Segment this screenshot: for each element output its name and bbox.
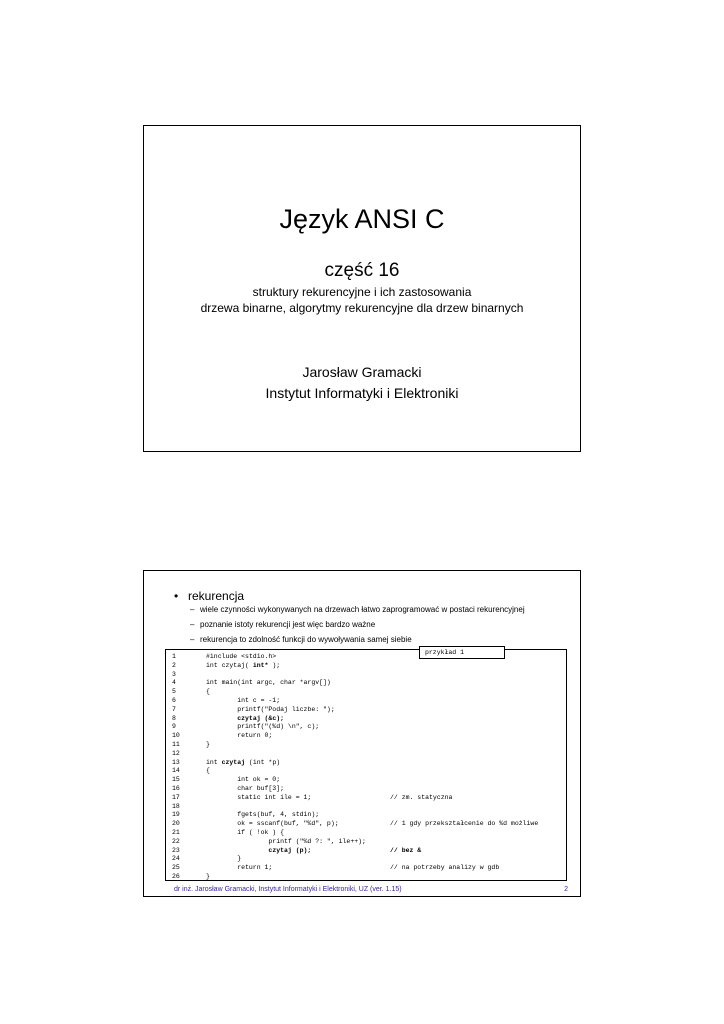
code-segment: ok = sscanf(buf, "%d", p); — [206, 820, 339, 828]
code-text — [206, 846, 311, 855]
line-number: 12 — [172, 749, 180, 757]
code-line — [166, 872, 566, 881]
code-text — [206, 722, 319, 731]
code-line — [166, 775, 566, 784]
bullet-item — [174, 589, 244, 603]
code-line — [166, 687, 566, 696]
code-text — [206, 819, 339, 828]
slide-footer: dr inż. Jarosław Gramacki, Instytut Informatyki i Elektroniki, UZ (ver. 1.15) — [174, 886, 402, 893]
code-line — [166, 854, 566, 863]
sub-item — [190, 620, 375, 629]
code-segment: printf("Podaj liczbe: "); — [206, 705, 335, 713]
code-segment: int c = -1; — [206, 697, 281, 704]
code-bold-segment: czytaj (p); — [268, 846, 312, 854]
code-line — [166, 784, 566, 793]
line-number: 24 — [172, 855, 180, 863]
code-segment: return 0; — [206, 732, 273, 740]
sub-item-text: poznanie istoty rekurencji jest więc bardzo ważne — [200, 620, 376, 629]
code-text — [206, 678, 331, 687]
line-number: 14 — [172, 767, 180, 775]
bullet-dot: • — [174, 589, 179, 603]
bullet-text: rekurencja — [188, 589, 245, 603]
slide-subtitle-2: drzewa binarne, algorytmy rekurencyjne dla drzew binarnych — [200, 301, 524, 315]
line-number: 21 — [172, 829, 180, 836]
code-text — [206, 828, 284, 837]
code-line — [166, 819, 566, 828]
code-line — [166, 696, 566, 705]
code-text — [206, 652, 276, 661]
line-number: 3 — [172, 670, 176, 678]
slide-institute: Instytut Informatyki i Elektroniki — [265, 385, 459, 401]
code-segment: { — [206, 688, 210, 696]
code-segment: int main(int argc, char *argv[]) — [206, 679, 331, 687]
code-line — [166, 722, 566, 731]
code-segment: } — [206, 741, 210, 748]
line-number: 6 — [172, 697, 176, 704]
line-number: 25 — [172, 864, 180, 872]
line-number: 4 — [172, 679, 176, 687]
code-text — [206, 661, 280, 670]
code-text — [206, 766, 210, 775]
line-number: 15 — [172, 776, 180, 784]
line-number: 17 — [172, 793, 180, 801]
code-segment: return 1; — [206, 864, 273, 872]
line-number: 8 — [172, 714, 176, 722]
code-text — [206, 758, 280, 767]
sub-item — [190, 635, 412, 644]
code-line — [166, 793, 566, 802]
code-text — [206, 863, 272, 872]
code-line — [166, 837, 566, 846]
dash-mark: – — [190, 620, 195, 629]
code-segment: int czytaj( — [206, 661, 253, 669]
line-number: 13 — [172, 758, 180, 766]
code-listing — [165, 649, 567, 881]
code-text — [206, 837, 366, 846]
line-number: 23 — [172, 846, 180, 854]
code-line — [166, 714, 566, 723]
code-line — [166, 846, 566, 855]
code-text — [206, 687, 210, 696]
code-line — [166, 731, 566, 740]
code-segment — [206, 715, 237, 722]
sub-item-text: rekurencja to zdolność funkcji do wywoływania samej siebie — [200, 635, 412, 644]
code-comment: // bez & — [390, 846, 422, 854]
code-segment: { — [206, 767, 210, 775]
line-number: 18 — [172, 802, 180, 810]
code-line — [166, 828, 566, 837]
code-bold-segment: czytaj — [221, 758, 246, 766]
line-number: 2 — [172, 661, 176, 669]
code-text — [206, 872, 210, 881]
code-segment — [206, 847, 268, 854]
slide-subtitle-1: struktury rekurencyjne i ich zastosowania — [252, 285, 472, 299]
line-number: 5 — [172, 688, 176, 696]
code-line — [166, 652, 566, 661]
code-line — [166, 740, 566, 749]
code-segment: int ok = 0; — [206, 776, 281, 784]
code-comment: // na potrzeby analizy w gdb — [390, 864, 500, 872]
line-number: 20 — [172, 820, 180, 828]
sub-item — [190, 605, 525, 614]
code-text — [206, 714, 284, 723]
code-line — [166, 678, 566, 687]
code-line — [166, 705, 566, 714]
dash-mark: – — [190, 635, 195, 644]
line-number: 16 — [172, 785, 180, 792]
line-number: 11 — [172, 741, 180, 748]
code-line — [166, 766, 566, 775]
content-slide — [143, 570, 581, 897]
line-number: 7 — [172, 705, 176, 713]
line-number: 22 — [172, 837, 180, 845]
code-line — [166, 863, 566, 872]
line-number: 26 — [172, 873, 180, 880]
code-segment: } — [206, 873, 210, 880]
code-text — [206, 731, 272, 740]
code-text — [206, 740, 210, 749]
code-line — [166, 802, 566, 811]
code-segment: printf("(%d) \n", c); — [206, 723, 320, 731]
slide-author: Jarosław Gramacki — [302, 364, 422, 380]
code-text — [206, 705, 335, 714]
code-line — [166, 670, 566, 679]
code-text — [206, 810, 319, 819]
code-segment: int — [206, 758, 222, 766]
slide-part: część 16 — [324, 260, 400, 281]
code-text — [206, 784, 284, 793]
code-segment: static int ile = 1; — [206, 793, 312, 801]
code-bold-segment: int* — [252, 661, 269, 669]
page-number: 2 — [564, 886, 568, 893]
code-comment: // 1 gdy przekształcenie do %d możliwe — [390, 820, 539, 828]
sub-item-text: wiele czynności wykonywanych na drzewach łatwo zaprogramować w postaci rekurencyjnej — [200, 605, 525, 614]
code-segment: #include <stdio.h> — [206, 653, 277, 660]
code-line — [166, 749, 566, 758]
code-line — [166, 810, 566, 819]
code-comment: // zm. statyczna — [390, 793, 453, 801]
code-text — [206, 696, 280, 705]
code-bold-segment: czytaj (&c); — [237, 714, 285, 722]
code-segment: } — [206, 855, 242, 863]
code-segment: printf ("%d ?: ", ile++); — [206, 837, 366, 845]
title-slide — [143, 125, 581, 452]
code-segment: (int *p) — [245, 758, 281, 766]
slide-title: Język ANSI C — [279, 204, 445, 234]
code-segment: char buf[3]; — [206, 785, 285, 792]
dash-mark: – — [190, 605, 195, 614]
code-segment: if ( !ok ) { — [206, 829, 285, 836]
code-text — [206, 793, 311, 802]
code-text — [206, 775, 280, 784]
example-label: przykład 1 — [419, 646, 505, 659]
code-segment: ); — [268, 661, 281, 669]
code-text — [206, 854, 241, 863]
code-line — [166, 758, 566, 767]
line-number: 9 — [172, 723, 176, 731]
line-number: 10 — [172, 732, 180, 740]
line-number: 19 — [172, 811, 180, 819]
code-line — [166, 661, 566, 670]
code-segment: fgets(buf, 4, stdin); — [206, 811, 320, 819]
line-number: 1 — [172, 653, 176, 660]
